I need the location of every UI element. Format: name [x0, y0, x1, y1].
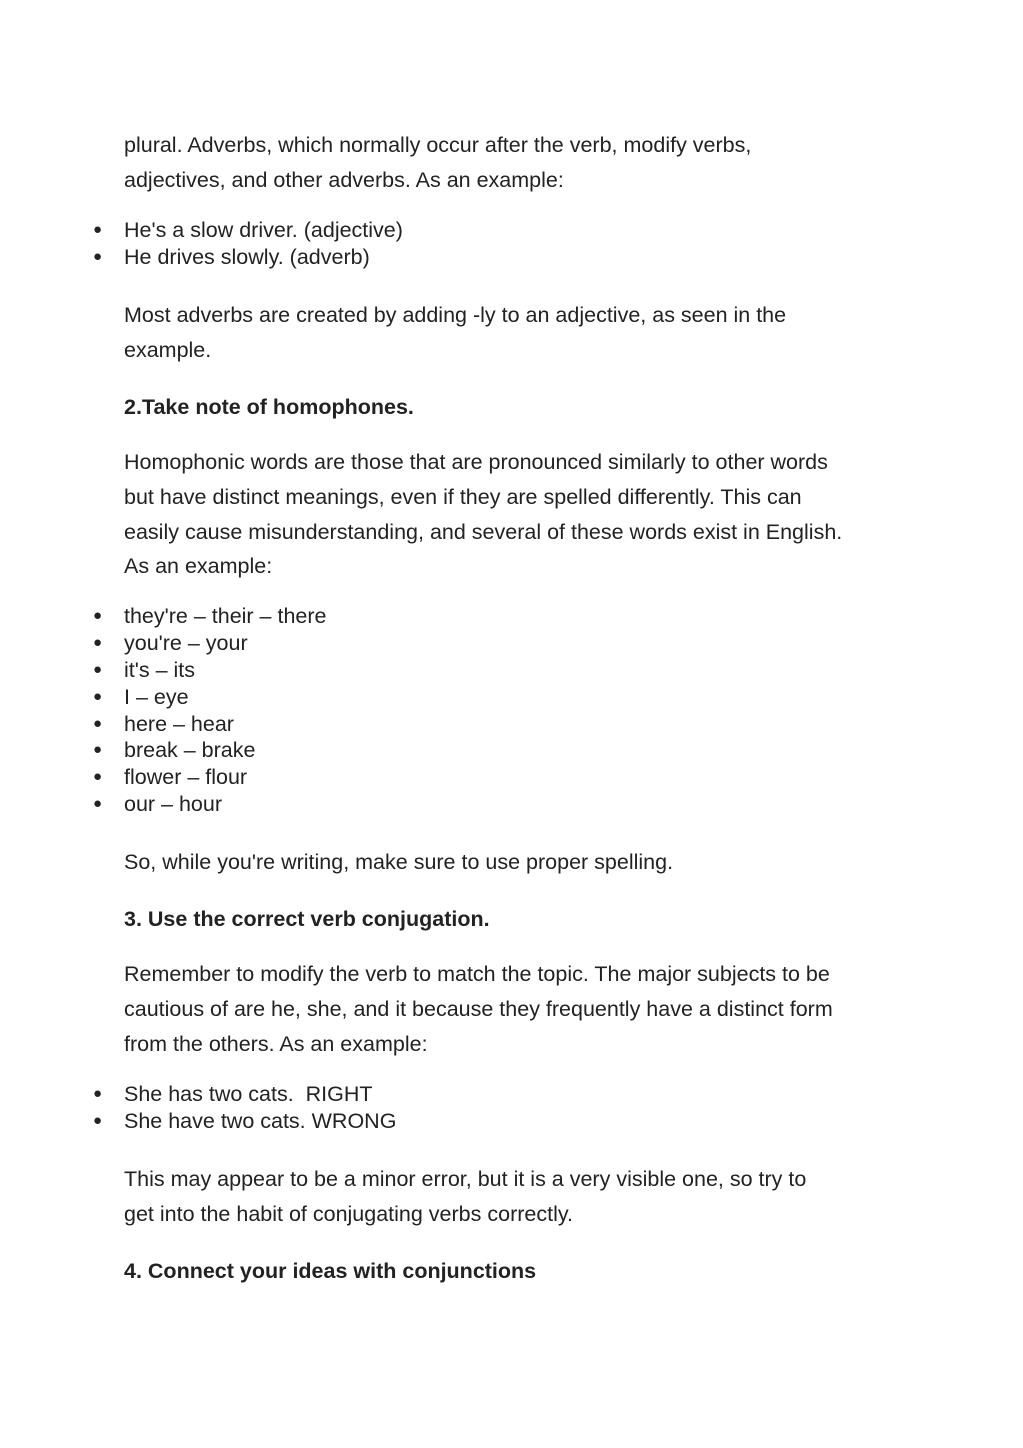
bullet-icon: ●	[93, 633, 103, 651]
bullet-icon: ●	[93, 607, 103, 624]
conjugation-examples-list	[0, 1081, 396, 1135]
section-2-heading: 2.Take note of homophones.	[124, 395, 414, 419]
list-item: ● it's – its	[93, 657, 196, 682]
bullet-icon: ●	[93, 795, 103, 813]
section-4-heading: 4. Connect your ideas with conjunctions	[124, 1259, 537, 1283]
bullet-icon: ●	[93, 741, 103, 759]
list-item: ● you're – your	[93, 630, 248, 655]
list-item: ● here – hear	[93, 711, 234, 736]
adverb-note-line-1: Most adverbs are created by adding -ly to an adjective, as seen in the	[124, 303, 787, 327]
bullet-icon: ●	[93, 221, 103, 238]
adverb-examples-list	[0, 217, 403, 271]
list-item: ● She have two cats. WRONG	[93, 1108, 397, 1133]
list-item: ● He's a slow driver. (adjective)	[93, 218, 403, 242]
list-item: ● I – eye	[93, 684, 189, 709]
bullet-icon: ●	[93, 1111, 103, 1129]
section-3-heading: 3. Use the correct verb conjugation.	[124, 907, 490, 931]
intro-paragraph	[124, 128, 924, 198]
bullet-icon: ●	[93, 687, 103, 705]
list-item: ● break – brake	[93, 738, 256, 763]
section-3-closing: This may appear to be a minor error, but it is a very visible one, so try to get into the habit of conjugating verbs correctly.	[124, 1167, 807, 1226]
bullet-icon: ●	[93, 1085, 103, 1102]
bullet-icon: ●	[93, 768, 103, 786]
list-item: ● He drives slowly. (adverb)	[93, 244, 370, 269]
adverb-note-line-2: example.	[124, 337, 212, 362]
section-3-paragraph: Remember to modify the verb to match the topic. The major subjects to be cautious of are he, she, and it because they frequently have a distinct form from the others. As an example:	[124, 962, 833, 1056]
section-2-paragraph: Homophonic words are those that are pronounced similarly to other words but have distinct meanings, even if they are spelled differently. This can easily cause misunderstanding, and several of these words exist in English. As an example:	[124, 450, 843, 579]
adverb-note-paragraph	[124, 298, 924, 368]
list-item: ● flower – flour	[93, 765, 248, 790]
bullet-icon: ●	[93, 714, 103, 732]
intro-line-2: adjectives, and other adverbs. As an example:	[124, 167, 564, 192]
intro-line-1: plural. Adverbs, which normally occur after the verb, modify verbs,	[124, 133, 752, 157]
bullet-icon: ●	[93, 660, 103, 678]
list-item: ● they're – their – there	[93, 604, 327, 628]
homophones-list	[0, 603, 327, 818]
bullet-icon: ●	[93, 247, 103, 265]
list-item: ● She has two cats. RIGHT	[93, 1082, 373, 1106]
list-item: ● our – hour	[93, 792, 223, 817]
section-2-closing: So, while you're writing, make sure to use proper spelling.	[124, 850, 674, 874]
